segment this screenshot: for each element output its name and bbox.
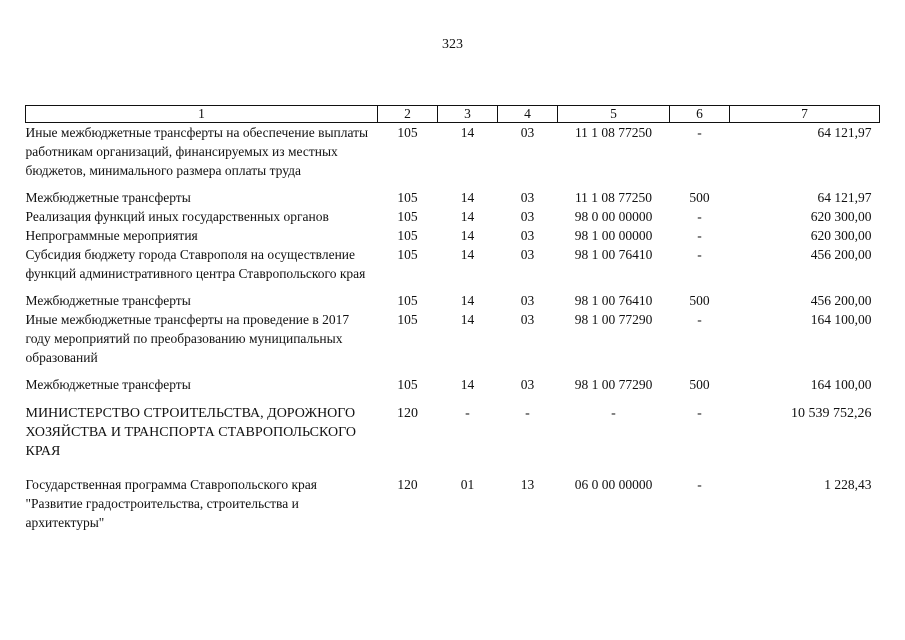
header-col-3: 3 — [438, 106, 498, 123]
row-ministry-code: 105 — [397, 228, 418, 243]
table-row — [26, 188, 880, 207]
table-body — [26, 123, 880, 533]
row-target-article: 98 1 00 76410 — [574, 247, 653, 262]
row-name: Государственная программа Ставропольского края "Развитие градостроительства, строительства и архитектуры" — [25, 477, 317, 530]
header-col-5: 5 — [558, 106, 670, 123]
table-row — [26, 207, 880, 226]
row-section: - — [465, 406, 470, 421]
row-amount: 456 200,00 — [810, 247, 872, 262]
row-section: 14 — [460, 293, 475, 308]
row-name: Иные межбюджетные трансферты на проведение в 2017 году мероприятий по преобразованию муниципальных образований — [25, 312, 350, 365]
table-row — [26, 310, 880, 375]
row-target-article: 98 0 00 00000 — [574, 209, 653, 224]
row-amount: 64 121,97 — [817, 190, 872, 205]
row-target-article: 98 1 00 00000 — [574, 228, 653, 243]
row-amount: 620 300,00 — [810, 228, 872, 243]
row-expense-type: 500 — [689, 293, 710, 308]
ministry-row — [26, 394, 880, 475]
row-name: Субсидия бюджету города Ставрополя на осуществление функций административного центра Ставропольского края — [25, 247, 366, 281]
row-subsection: 03 — [520, 293, 535, 308]
row-amount: 620 300,00 — [810, 209, 872, 224]
row-name: Межбюджетные трансферты — [25, 190, 191, 205]
row-ministry-code: 105 — [397, 190, 418, 205]
row-expense-type: - — [697, 125, 702, 140]
header-col-1: 1 — [26, 106, 378, 123]
page-number: 323 — [442, 37, 463, 52]
row-section: 01 — [460, 477, 475, 492]
row-subsection: - — [525, 406, 530, 421]
row-section: 14 — [460, 312, 475, 327]
row-amount: 1 228,43 — [824, 477, 872, 492]
table-row — [26, 375, 880, 394]
row-expense-type: - — [697, 247, 702, 262]
row-ministry-code: 105 — [397, 293, 418, 308]
table-row — [26, 291, 880, 310]
row-amount: 164 100,00 — [810, 312, 872, 327]
row-subsection: 03 — [520, 247, 535, 262]
row-ministry-code: 105 — [397, 125, 418, 140]
row-target-article: 98 1 00 77290 — [574, 312, 653, 327]
table-row — [26, 475, 880, 532]
row-name: Межбюджетные трансферты — [25, 377, 191, 392]
row-expense-type: 500 — [689, 377, 710, 392]
row-amount: 164 100,00 — [810, 377, 872, 392]
row-section: 14 — [460, 190, 475, 205]
row-expense-type: - — [697, 209, 702, 224]
row-ministry-code: 120 — [397, 477, 418, 492]
row-name: Непрограммные мероприятия — [25, 228, 198, 243]
row-subsection: 03 — [520, 125, 535, 140]
row-amount: 64 121,97 — [817, 125, 872, 140]
row-name: МИНИСТЕРСТВО СТРОИТЕЛЬСТВА, ДОРОЖНОГО ХОЗЯЙСТВА И ТРАНСПОРТА СТАВРОПОЛЬСКОГО КРАЯ — [25, 406, 356, 459]
budget-table — [25, 105, 880, 532]
row-amount: 10 539 752,26 — [791, 406, 872, 421]
row-section: 14 — [460, 247, 475, 262]
row-name: Межбюджетные трансферты — [25, 293, 191, 308]
row-section: 14 — [460, 209, 475, 224]
row-target-article: 11 1 08 77250 — [574, 190, 653, 205]
row-name: Реализация функций иных государственных органов — [25, 209, 329, 224]
row-expense-type: - — [697, 312, 702, 327]
row-target-article: - — [611, 406, 616, 421]
header-col-2: 2 — [378, 106, 438, 123]
row-ministry-code: 105 — [397, 377, 418, 392]
row-ministry-code: 105 — [397, 209, 418, 224]
table-row — [26, 226, 880, 245]
row-expense-type: - — [697, 228, 702, 243]
row-ministry-code: 105 — [397, 247, 418, 262]
row-target-article: 06 0 00 00000 — [574, 477, 653, 492]
table-header — [26, 106, 880, 123]
header-col-7: 7 — [730, 106, 880, 123]
table-row — [26, 245, 880, 291]
row-expense-type: - — [697, 477, 702, 492]
row-amount: 456 200,00 — [810, 293, 872, 308]
row-subsection: 03 — [520, 228, 535, 243]
row-target-article: 98 1 00 77290 — [574, 377, 653, 392]
header-col-4: 4 — [498, 106, 558, 123]
header-col-6: 6 — [670, 106, 730, 123]
row-section: 14 — [460, 228, 475, 243]
row-subsection: 03 — [520, 190, 535, 205]
row-subsection: 13 — [520, 477, 535, 492]
row-subsection: 03 — [520, 377, 535, 392]
table-row — [26, 123, 880, 189]
row-name: Иные межбюджетные трансферты на обеспечение выплаты работникам организаций, финансируемых из местных бюджетов, минимального размера оплаты труда — [25, 125, 369, 178]
row-expense-type: 500 — [689, 190, 710, 205]
header-row — [26, 106, 880, 123]
row-subsection: 03 — [520, 209, 535, 224]
row-section: 14 — [460, 125, 475, 140]
row-expense-type: - — [697, 406, 702, 421]
row-subsection: 03 — [520, 312, 535, 327]
row-section: 14 — [460, 377, 475, 392]
row-ministry-code: 120 — [397, 406, 418, 421]
row-target-article: 11 1 08 77250 — [574, 125, 653, 140]
row-target-article: 98 1 00 76410 — [574, 293, 653, 308]
row-ministry-code: 105 — [397, 312, 418, 327]
